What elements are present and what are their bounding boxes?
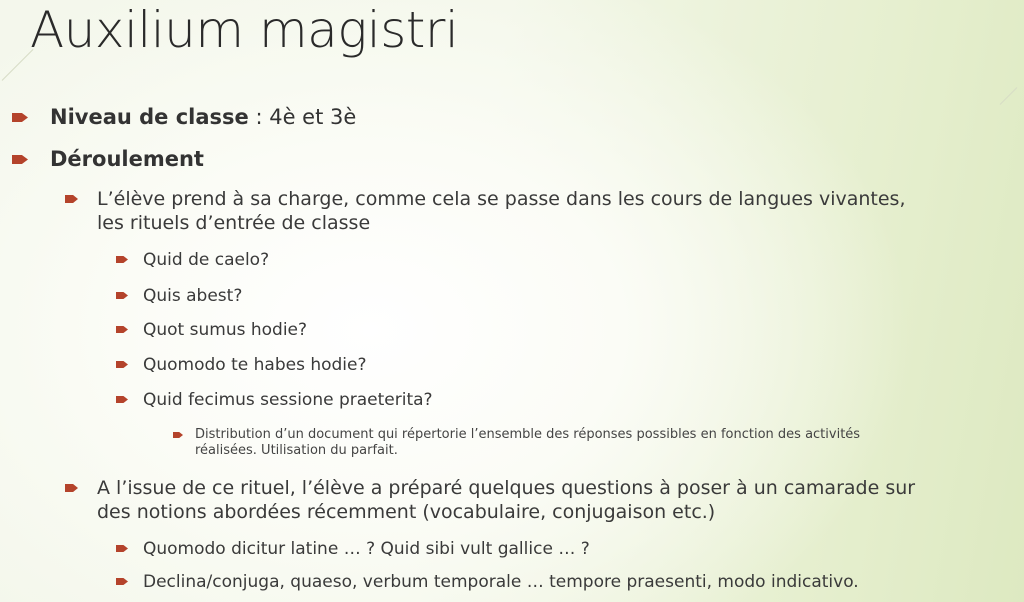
- question-item: [143, 319, 307, 341]
- note-line2: réalisées. Utilisation du parfait.: [195, 443, 398, 458]
- sub-item-questions-line1: A l’issue de ce rituel, l’élève a préparé quelques questions à poser à un camarade sur: [97, 477, 916, 499]
- bullet-arrow-icon: [12, 113, 28, 122]
- bullet-arrow-icon: [116, 292, 128, 299]
- example-text: Declina/conjuga, quaeso, verbum temporale … tempore praesenti, modo indicativo.: [143, 572, 859, 592]
- bullet-arrow-icon: [65, 484, 78, 492]
- note-item-cont: [195, 443, 398, 459]
- sub-item-questions-line2: des notions abordées récemment (vocabulaire, conjugaison etc.): [97, 501, 716, 523]
- bullet-arrow-icon: [116, 396, 128, 403]
- sub-item-rituels-cont: [97, 211, 370, 235]
- deco-line-right: [1000, 87, 1018, 105]
- question-text: Quis abest?: [143, 286, 243, 306]
- example-item: [143, 538, 590, 560]
- sub-item-questions: [97, 476, 915, 500]
- deco-line-left: [2, 49, 34, 81]
- example-item: [143, 571, 859, 593]
- question-text: Quot sumus hodie?: [143, 320, 308, 340]
- bullet-item-deroulement: [50, 146, 204, 172]
- sub-item-rituels-line1: L’élève prend à sa charge, comme cela se passe dans les cours de langues vivantes,: [97, 188, 906, 210]
- question-item: [143, 389, 433, 411]
- bullet-arrow-icon: [65, 195, 78, 203]
- question-text: Quomodo te habes hodie?: [143, 355, 367, 375]
- bullet-item-niveau: [50, 104, 356, 130]
- bullet-arrow-icon: [116, 545, 128, 552]
- sub-item-questions-cont: [97, 500, 715, 524]
- note-item: [195, 427, 860, 443]
- niveau-value: : 4è et 3è: [248, 105, 357, 129]
- note-line1: Distribution d’un document qui répertorie l’ensemble des réponses possibles en fonction des activités: [195, 427, 861, 442]
- bullet-arrow-icon: [173, 432, 183, 438]
- bullet-arrow-icon: [116, 326, 128, 333]
- slide-title: Auxilium magistri: [30, 1, 459, 59]
- question-text: Quid de caelo?: [143, 250, 270, 270]
- sub-item-rituels-line2: les rituels d’entrée de classe: [97, 212, 371, 234]
- question-item: [143, 249, 269, 271]
- question-item: [143, 285, 242, 307]
- bullet-arrow-icon: [116, 361, 128, 368]
- bullet-arrow-icon: [116, 578, 128, 585]
- example-text: Quomodo dicitur latine … ? Quid sibi vult gallice … ?: [143, 539, 590, 559]
- bullet-arrow-icon: [12, 155, 28, 164]
- deroulement-label: Déroulement: [50, 147, 204, 171]
- question-item: [143, 354, 367, 376]
- question-text: Quid fecimus sessione praeterita?: [143, 390, 433, 410]
- niveau-label: Niveau de classe: [50, 105, 249, 129]
- bullet-arrow-icon: [116, 256, 128, 263]
- sub-item-rituels: [97, 187, 905, 211]
